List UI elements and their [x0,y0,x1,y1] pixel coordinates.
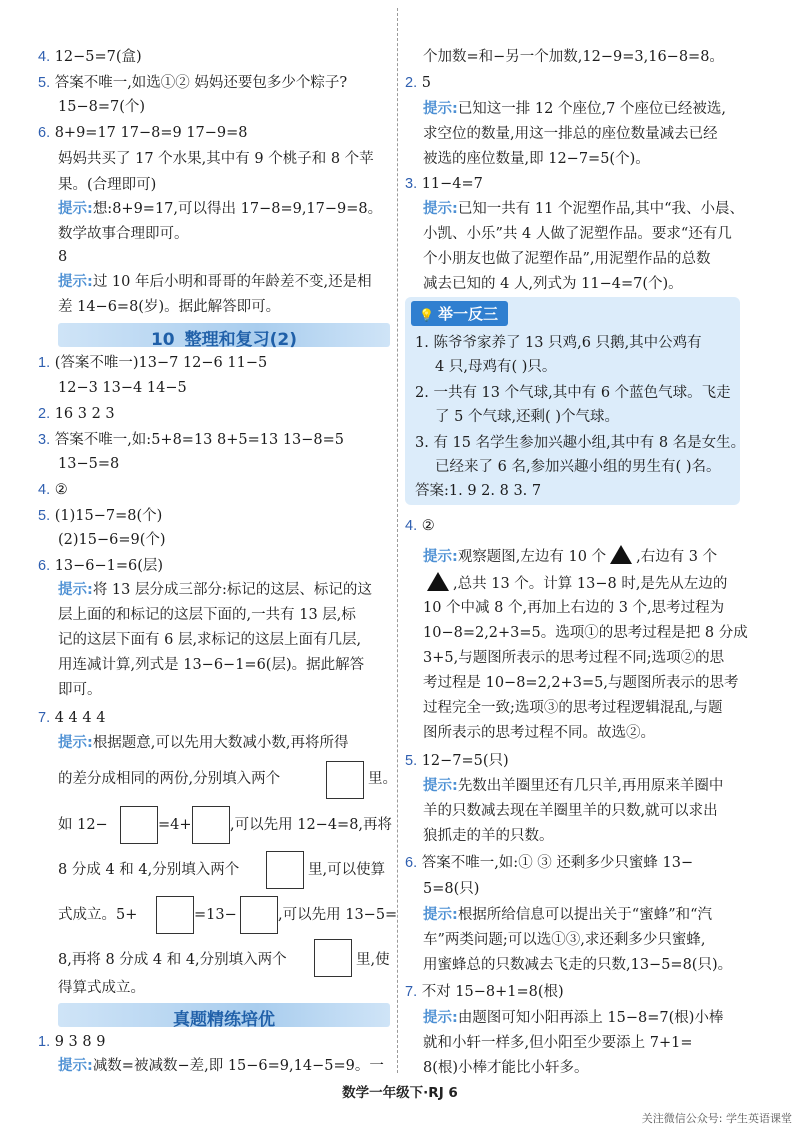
r-item-6-hint-3: 用蜜蜂总的只数减去飞走的只数,13−5=8(只)。 [423,957,733,973]
item-6-line3: 果。(合理即可) [58,177,157,193]
s-item-7-hint-3b: =4+ [158,817,192,833]
r-item-6-hint-2: 车”两类问题;可以选①③,求还剩多少只蜜蜂, [423,932,706,948]
section-zt-title: 真题精练培优 [173,1010,275,1030]
r-continued: 个加数=和−另一个加数,12−9=3,16−8=8。 [423,49,724,65]
r-item-4-hint-4: 10−8=2,2+3=5。选项①的思考过程是把 8 分成 [423,625,748,641]
practice-2: 2. 一共有 13 个气球,其中有 6 个蓝色气球。飞走 [415,385,731,401]
r-item-4-hint-2: ,总共 13 个。计算 13−8 时,是先从左边的 [423,572,727,594]
lightbulb-icon: 💡 [419,308,434,322]
s-item-5: 5. (1)15−7=8(个) [38,508,163,524]
s-item-6-hint-2: 层上面的和标记的这层下面的,一共有 13 层,标 [58,607,356,623]
blank-box [156,896,194,934]
z-item-1-hint: 提示:减数=被减数−差,即 15−6=9,14−5=9。一 [58,1058,384,1074]
extra-hint-line2: 差 14−6=8(岁)。据此解答即可。 [58,299,281,315]
blank-box [326,761,364,799]
practice-1: 1. 陈爷爷家养了 13 只鸡,6 只鹅,其中公鸡有 [415,335,702,351]
r-item-5-hint: 提示:先数出羊圈里还有几只羊,再用原来羊圈中 [423,778,724,794]
item-6: 6. 8+9=17 17−8=9 17−9=8 [38,125,248,141]
r-item-3-hint-4: 减去已知的 4 人,列式为 11−4=7(个)。 [423,276,683,292]
item-5: 5. 答案不唯一,如选①② 妈妈还要包多少个粽子? [38,75,348,91]
r-item-4-hint-8: 图所表示的思考过程不同。故选②。 [423,725,655,741]
r-item-4-hint-7: 过程完全一致;选项③的思考过程逻辑混乱,与题 [423,700,723,716]
section-10-banner [58,323,390,350]
practice-3: 3. 有 15 名学生参加兴趣小组,其中有 8 名是女生。 [415,435,746,451]
s-item-4: 4. ② [38,482,68,498]
r-item-4: 4. ② [405,518,435,534]
s-item-7-hint-5c: ,可以先用 13−5= [278,907,398,923]
r-item-3: 3. 11−4=7 [405,176,483,192]
s-item-6-hint-4: 用连减计算,列式是 13−6−1=6(层)。据此解答 [58,657,365,673]
s-item-7-hint: 提示:根据题意,可以先用大数减小数,再将所得 [58,735,349,751]
page-footer: 数学一年级下·RJ 6 [342,1085,458,1101]
s-item-6-hint-5: 即可。 [58,682,102,698]
item-5-line2: 15−8=7(个) [58,99,146,115]
s-item-7: 7. 4 4 4 4 [38,710,106,726]
s-item-1-line2: 12−3 13−4 14−5 [58,380,187,396]
extra-hint: 提示:过 10 年后小明和哥哥的年龄差不变,还是相 [58,274,372,290]
item-4: 4. 12−5=7(盒) [38,49,142,65]
r-item-7: 7. 不对 15−8+1=8(根) [405,984,564,1000]
triangle-icon [427,572,449,591]
practice-answer: 答案:1. 9 2. 8 3. 7 [415,483,542,499]
s-item-7-hint-3c: ,可以先用 12−4=8,再将 [230,817,393,833]
s-item-2: 2. 16 3 2 3 [38,406,115,422]
practice-1-line2: 4 只,母鸡有( )只。 [435,359,557,375]
r-item-2-hint-2: 求空位的数量,用这一排总的座位数量减去已经 [423,126,718,142]
watermark: 关注微信公众号: 学生英语课堂 [641,1112,792,1125]
r-item-7-hint-3: 8(根)小棒才能比小轩多。 [423,1060,589,1076]
r-item-3-hint: 提示:已知一共有 11 个泥塑作品,其中“我、小晨、 [423,201,745,217]
r-item-6-line2: 5=8(只) [423,881,480,897]
section-10-title: 10 整理和复习(2) [150,330,298,350]
r-item-4-hint-3: 10 个中减 8 个,再加上右边的 3 个,思考过程为 [423,600,725,616]
practice-box [405,297,746,505]
blank-box [120,806,158,844]
r-item-6-hint: 提示:根据所给信息可以提出关于“蜜蜂”和“汽 [423,907,713,923]
r-item-7-hint-2: 就和小轩一样多,但小阳至少要添上 7+1= [423,1035,693,1051]
r-item-5-hint-2: 羊的只数减去现在羊圈里羊的只数,就可以求出 [423,803,718,819]
s-item-7-hint-7: 得算式成立。 [58,980,145,996]
triangle-icon [610,545,632,564]
s-item-6: 6. 13−6−1=6(层) [38,558,164,574]
r-item-2-hint: 提示:已知这一排 12 个座位,7 个座位已经被选, [423,101,727,117]
s-item-7-hint-6b: 里,使 [356,952,390,968]
s-item-7-hint-4b: 里,可以使算 [308,862,386,878]
r-item-2: 2. 5 [405,75,431,91]
blank-box [240,896,278,934]
s-item-6-hint-3: 记的这层下面有 6 层,求标记的这层上面有几层, [58,632,362,648]
s-item-7-hint-5b: =13− [194,907,237,923]
r-item-3-hint-3: 个小朋友也做了泥塑作品”,用泥塑作品的总数 [423,251,711,267]
z-item-1: 1. 9 3 8 9 [38,1034,106,1050]
section-zt-banner [58,1003,390,1030]
item-6-line2: 妈妈共买了 17 个水果,其中有 9 个桃子和 8 个苹 [58,151,374,167]
r-item-5: 5. 12−7=5(只) [405,753,509,769]
r-item-3-hint-2: 小凯、小乐”共 4 人做了泥塑作品。要求“还有几 [423,226,732,242]
r-item-5-hint-3: 狼抓走的羊的只数。 [423,828,554,844]
blank-box [192,806,230,844]
practice-3-line2: 已经来了 6 名,参加兴趣小组的男生有( )名。 [435,459,721,475]
s-item-1: 1. (答案不唯一)13−7 12−6 11−5 [38,355,268,371]
blank-box [266,851,304,889]
item-6-hint-line2: 数学故事合理即可。 [58,226,189,242]
practice-tag: 💡 举一反三 [411,301,508,326]
practice-2-line2: 了 5 个气球,还剩( )个气球。 [435,409,619,425]
s-item-7-hint-5a: 式成立。5+ [58,907,138,923]
s-item-6-hint: 提示:将 13 层分成三部分:标记的这层、标记的这 [58,582,372,598]
r-item-4-hint: 提示:观察题图,左边有 10 个 ,右边有 3 个 [423,545,717,567]
r-item-6: 6. 答案不唯一,如:① ③ 还剩多少只蜜蜂 13− [405,855,694,871]
r-item-2-hint-3: 被选的座位数量,即 12−7=5(个)。 [423,151,650,167]
s-item-7-hint-6a: 8,再将 8 分成 4 和 4,分别填入两个 [58,952,287,968]
item-6-hint: 提示:想:8+9=17,可以得出 17−8=9,17−9=8。 [58,201,383,217]
s-item-5-line2: (2)15−6=9(个) [58,532,166,548]
extra-answer: 8 [58,249,68,265]
s-item-3-line2: 13−5=8 [58,456,120,472]
s-item-3: 3. 答案不唯一,如:5+8=13 8+5=13 13−8=5 [38,432,345,448]
r-item-4-hint-6: 考过程是 10−8=2,2+3=5,与题图所表示的思考 [423,675,739,691]
s-item-7-hint-2a: 的差分成相同的两份,分别填入两个 [58,771,281,787]
r-item-7-hint: 提示:由题图可知小阳再添上 15−8=7(根)小棒 [423,1010,724,1026]
s-item-7-hint-2b: 里。 [368,771,397,787]
s-item-7-hint-4a: 8 分成 4 和 4,分别填入两个 [58,862,240,878]
s-item-7-hint-3a: 如 12− [58,817,108,833]
blank-box [314,939,352,977]
r-item-4-hint-5: 3+5,与题图所表示的思考过程不同;选项②的思 [423,650,725,666]
